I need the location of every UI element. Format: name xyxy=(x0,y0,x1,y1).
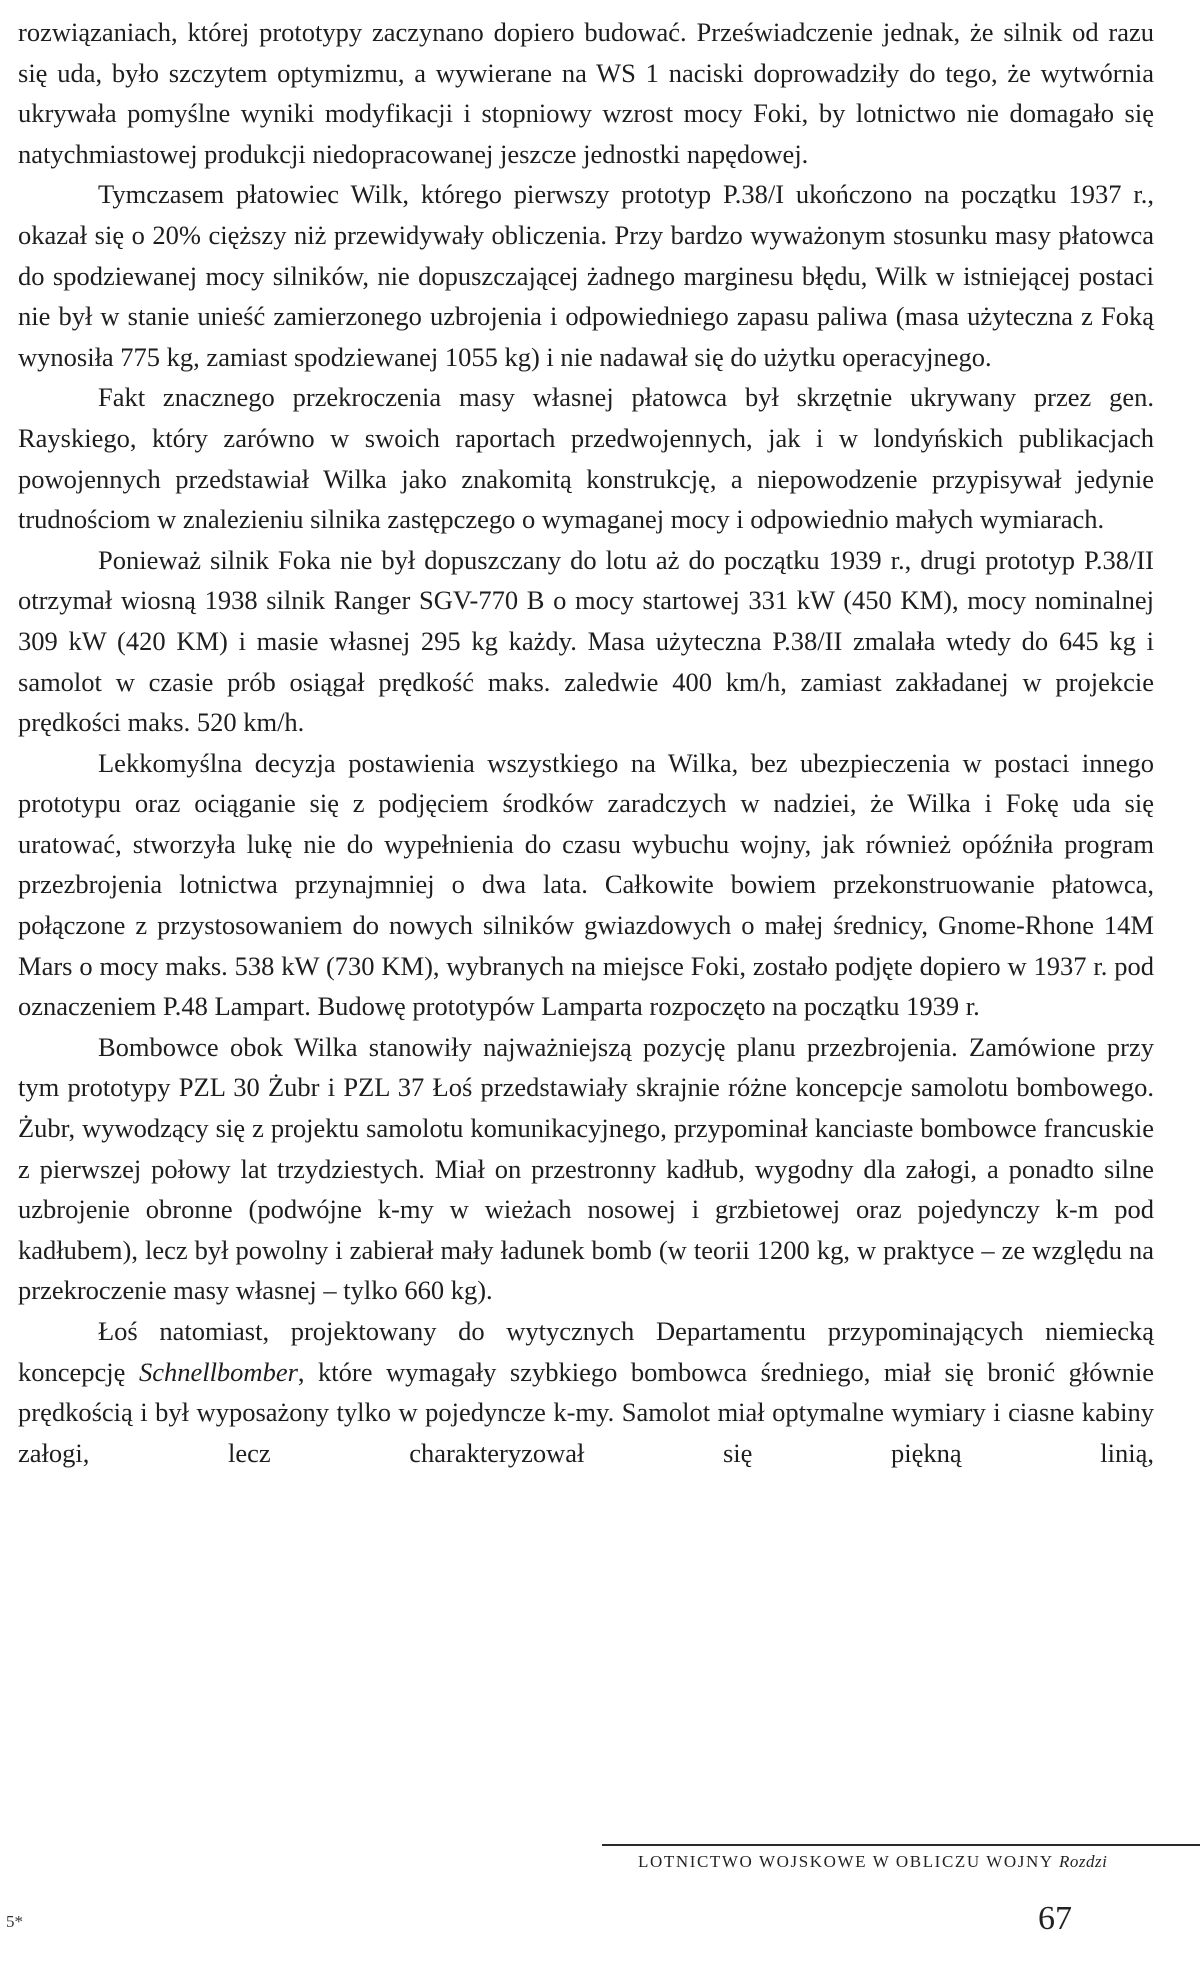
paragraph: Ponieważ silnik Foka nie był dopuszczany do lotu aż do początku 1939 r., drugi prototyp P.38/II otrzymał wiosną 1938 silnik Ranger SGV-770 B o mocy startowej 331 kW (450 KM), mocy nominalnej 309 kW (420 KM) i masie własnej 295 kg każdy. Masa użyteczna P.38/II zmalała wtedy do 645 kg i samolot w czasie prób osiągał prędkość maks. zaledwie 400 km/h, zamiast zakładanej w projekcie prędkości maks. 520 km/h. xyxy=(18,544,1154,738)
paragraph: Lekkomyślna decyzja postawienia wszystkiego na Wilka, bez ubezpieczenia w postaci innego prototypu oraz ociąganie się z podjęciem środków zaradczych w nadziei, że Wilka i Fokę uda się uratować, stworzyła lukę nie do wypełnienia do czasu wybuchu wojny, jak również opóźniła program przezbrojenia lotnictwa przynajmniej o dwa lata. Całkowite bowiem przekonstruowanie płatowca, połączone z przystosowaniem do nowych silników gwiazdowych o małej średnicy, Gnome-Rhone 14M Mars o mocy maks. 538 kW (730 KM), wybranych na miejsce Foki, zostało podjęte dopiero w 1937 r. pod oznaczeniem P.48 Lampart. Budowę prototypów Lamparta rozpoczęto na początku 1939 r. xyxy=(18,747,1154,1022)
running-footer xyxy=(638,1852,1107,1872)
paragraph-continuing xyxy=(18,1311,1154,1473)
italic-term: Schnellbomber xyxy=(138,1356,298,1387)
paragraph-text-end: , które wymagały szybkiego bombowca średniego, miał się bronić głównie prędkością i był wyposażony tylko w pojedyncze k-my. Samolot miał optymalne wymiary i ciasne kabiny załogi, lecz charakteryzował się piękną linią, xyxy=(18,1356,1154,1468)
paragraph: Tymczasem płatowiec Wilk, którego pierwszy prototyp P.38/I ukończono na początku 1937 r., okazał się o 20% cięższy niż przewidywały obliczenia. Przy bardzo wyważonym stosunku masy płatowca do spodziewanej mocy silników, nie dopuszczającej żadnego marginesu błędu, Wilk w istniejącej postaci nie był w stanie unieść zamierzonego uzbrojenia i odpowiedniego zapasu paliwa (masa użyteczna z Foką wynosiła 775 kg, zamiast spodziewanej 1055 kg) i nie nadawał się do użytku operacyjnego. xyxy=(18,179,1154,372)
footer-rule xyxy=(602,1844,1200,1846)
running-title: LOTNICTWO WOJSKOWE W OBLICZU WOJNY xyxy=(638,1852,1054,1871)
chapter-fragment: Rozdzi xyxy=(1059,1852,1108,1871)
body-text xyxy=(18,12,1154,1473)
signature-mark: 5* xyxy=(6,1912,23,1931)
paragraph-continued: rozwiązaniach, której prototypy zaczynano dopiero budować. Przeświadczenie jednak, że silnik od razu się uda, było szczytem optymizmu, a wywierane na WS 1 naciski doprowadziły do tego, że wytwórnia ukrywała pomyślne wyniki modyfikacji i stopniowy wzrost mocy Foki, by lotnictwo nie domagało się natychmiastowej produkcji niedopracowanej jeszcze jednostki napędowej. xyxy=(18,17,1154,169)
paragraph-text-start: Łoś natomiast, projektowany do wytycznych Departamentu przypominających niemiecką koncepcję xyxy=(18,1316,1154,1387)
paragraph: Fakt znacznego przekroczenia masy własnej płatowca był skrzętnie ukrywany przez gen. Rayskiego, który zarówno w swoich raportach przedwojennych, jak i w londyńskich publikacjach powojennych przedstawiał Wilka jako znakomitą konstrukcję, a niepowodzenie przypisywał jedynie trudnościom w znalezieniu silnika zastępczego o wymaganej mocy i odpowiednio małych wymiarach. xyxy=(18,382,1154,535)
paragraph: Bombowce obok Wilka stanowiły najważniejszą pozycję planu przezbrojenia. Zamówione przy tym prototypy PZL 30 Żubr i PZL 37 Łoś przedstawiały skrajnie różne koncepcje samolotu bombowego. Żubr, wywodzący się z projektu samolotu komunikacyjnego, przypominał kanciaste bombowce francuskie z pierwszej połowy lat trzydziestych. Miał on przestronny kadłub, wygodny dla załogi, a ponadto silne uzbrojenie obronne (podwójne k-my w wieżach nosowej i grzbietowej oraz pojedynczy k-m pod kadłubem), lecz był powolny i zabierał mały ładunek bomb (w teorii 1200 kg, w praktyce – ze względu na przekroczenie masy własnej – tylko 660 kg). xyxy=(18,1031,1154,1306)
page-number: 67 xyxy=(1038,1900,1072,1937)
